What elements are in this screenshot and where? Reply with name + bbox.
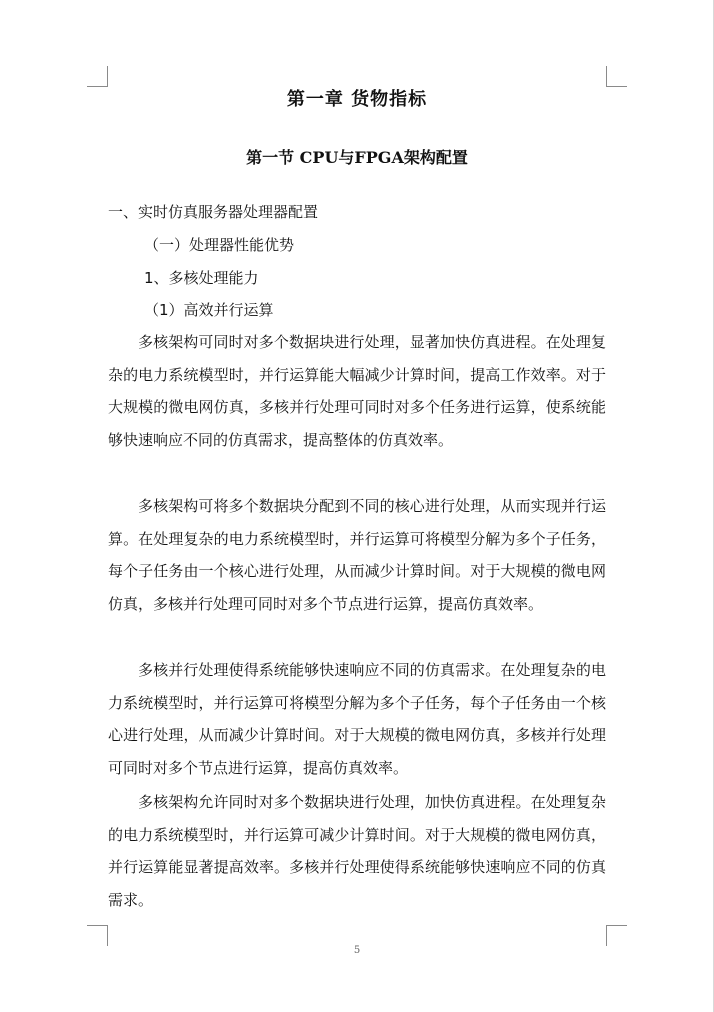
page-number: 5 [353,945,361,956]
body-paragraph: 多核架构可同时对多个数据块进行处理，显著加快仿真进程。在处理复杂的电力系统模型时，并行运算能大幅减少计算时间，提高工作效率。对于大规模的微电网仿真，多核并行处理可同时对多个任务进行运算，使系统能够快速响应不同的仿真需求，提高整体的仿真效率。 [108,333,606,449]
body-paragraph: 多核架构可将多个数据块分配到不同的核心进行处理，从而实现并行运算。在处理复杂的电力系统模型时，并行运算可将模型分解为多个子任务，每个子任务由一个核心进行处理，从而减少计算时间。对于大规模的微电网仿真，多核并行处理可同时对多个节点进行运算，提高仿真效率。 [108,497,606,613]
crop-mark-top-right [606,66,627,87]
heading-level-4: （1）高效并行运算 [144,301,274,319]
heading-level-1: 一、实时仿真服务器处理器配置 [108,203,319,221]
heading-level-2: （一）处理器性能优势 [144,236,295,254]
body-paragraph: 多核并行处理使得系统能够快速响应不同的仿真需求。在处理复杂的电力系统模型时，并行运算可将模型分解为多个子任务，每个子任务由一个核心进行处理，从而减少计算时间。对于大规模的微电网仿真，多核并行处理可同时对多个节点进行运算，提高仿真效率。 [108,661,606,777]
section-title: 第一节 CPU与FPGA架构配置 [246,148,468,167]
body-paragraph: 多核架构允许同时对多个数据块进行处理，加快仿真进程。在处理复杂的电力系统模型时，并行运算可减少计算时间。对于大规模的微电网仿真，并行运算能显著提高效率。多核并行处理使得系统能够快速响应不同的仿真需求。 [108,793,606,909]
crop-mark-top-left [87,66,108,87]
crop-mark-bottom-right [606,925,627,946]
heading-level-3: 1、多核处理能力 [144,269,259,287]
crop-mark-bottom-left [87,925,108,946]
chapter-title: 第一章 货物指标 [286,89,428,110]
